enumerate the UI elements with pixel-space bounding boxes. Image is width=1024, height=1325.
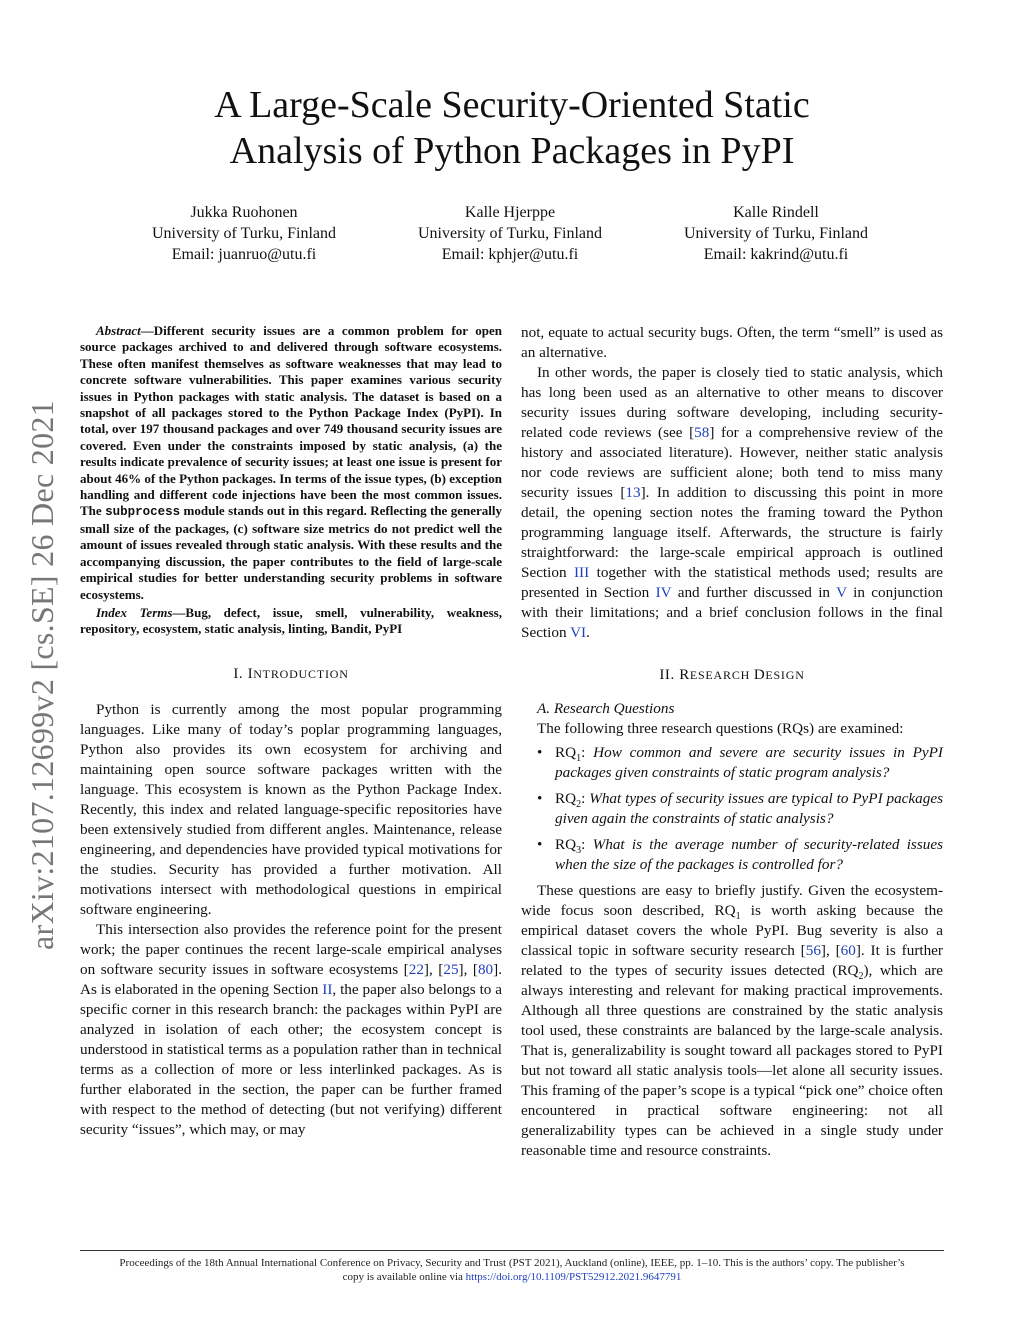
paper-title <box>100 82 924 174</box>
section-number: II. <box>659 667 680 683</box>
author-affiliation: University of Turku, Finland <box>417 225 602 242</box>
section-initial: I <box>247 665 254 682</box>
abstract-text-a: Different security issues are a common problem for open source packages archived to and delivered through software ecosystems. These often manifest themselves as software weaknesses that may lead to concrete software vulnerabilities. This paper examines various security issues in Python packages with static analysis. The dataset is based on a snapshot of all packages stored to the Python Package Index (PyPI). In total, over 197 thousand packages and over 749 thousand security issues are covered. Even under the constraints imposed by static analysis, (a) the results indicate prevalence of security issues; at least one issue is present for about 46% of the Python packages. In terms of the issue types, (b) exception handling and different code injections have been the most common issues. The <box>80 323 502 519</box>
index-terms-dash: — <box>172 604 186 620</box>
footer-note <box>80 1256 944 1284</box>
right-paragraph-0: not, equate to actual security bugs. Often, the term “smell” is used as an alternative. <box>521 324 943 361</box>
section-link-ii[interactable]: II <box>322 980 333 998</box>
section-link-iii[interactable]: III <box>573 564 590 581</box>
abstract-label: Abstract <box>96 323 141 338</box>
citation-13[interactable]: 13 <box>625 484 641 501</box>
rq-text: What is the average number of security-related issues when the size of the packages is controlled for? <box>555 836 943 873</box>
section-heading-introduction <box>80 664 502 684</box>
author-name: Jukka Ruohonen <box>190 204 298 221</box>
list-item <box>555 743 943 783</box>
rq-colon: : <box>581 790 590 807</box>
section-initial: D <box>753 667 766 683</box>
section-rest: ESIGN <box>765 668 805 682</box>
left-column <box>80 323 502 1140</box>
text-run: together with the statistical methods used; results are presented in Section <box>521 564 943 601</box>
rq-text: How common and severe are security issues in PyPI packages given constraints of static program analysis? <box>555 744 943 781</box>
intro-paragraph-1: Python is currently among the most popular programming languages. Like many of today’s poplar programming languages, Python also provides its own ecosystem for archiving and maintaining open source software packages written with the language. This ecosystem is known as the Python Package Index. Recently, this index and related language-specific repositories have been extensively studied from different angles. Maintenance, release engineering, and dependencies have provided typical motivations for the studies. Security has provided a further motivation. All motivations intersect with methodological questions in empirical software engineering. <box>80 700 502 918</box>
rq-text: What types of security issues are typical to PyPI packages given again the constraints of static analysis? <box>555 790 943 827</box>
text-run: These questions are easy to briefly justify. Given the ecosystem-wide focus soon described, RQ <box>521 882 943 919</box>
section-link-v[interactable]: V <box>836 584 847 601</box>
citation-58[interactable]: 58 <box>694 424 710 441</box>
text-run: is worth asking because the empirical dataset covers the whole PyPI. Bug severity is also a classical topic in software security research [ <box>521 902 943 959</box>
text-run: in conjunction with their limitations; and a brief conclusion follows in the final Section <box>521 584 943 641</box>
text-run: , the paper also belongs to a specific corner in this research branch: the packages within PyPI are analyzed in isolation of each other; the ecosystem concept is understood in statistical terms as a population rather than in technical terms as a collection of more or less interlinked packages. As is further elaborated in the section, the paper can be further framed with respect to the method of detecting (but not verifying) different security “issues”, which may, or may <box>80 980 503 1138</box>
footer-line-2 <box>80 1270 944 1284</box>
section-initial: R <box>679 667 690 683</box>
citation-22[interactable]: 22 <box>408 960 424 978</box>
arxiv-identifier: arXiv:2107.12699v2 [cs.SE] 26 Dec 2021 <box>24 400 60 950</box>
abstract-code: subprocess <box>105 505 181 520</box>
abstract-dash: — <box>140 323 154 338</box>
text-run: . <box>586 624 590 641</box>
author-email: Email: kakrind@utu.fi <box>703 246 849 263</box>
rq-colon: : <box>581 836 593 853</box>
research-question-list <box>521 743 943 875</box>
title-line-2: Analysis of Python Packages in PyPI <box>229 130 795 172</box>
author-affiliation: University of Turku, Finland <box>683 225 868 242</box>
rq-label: RQ <box>555 744 577 761</box>
author-email: Email: kphjer@utu.fi <box>441 246 579 263</box>
text-run: and further discussed in <box>671 584 837 601</box>
text-run: In other words, the paper is closely tied to static analysis, which has long been used as an alternative to other means to discover security issues during software developing, including security-related code reviews (see [ <box>521 364 943 441</box>
section-number: I. <box>233 665 248 682</box>
text-run: ], [ <box>820 942 841 959</box>
footer-text: copy is available online via <box>342 1271 466 1283</box>
doi-link[interactable]: https://doi.org/10.1109/PST52912.2021.9647791 <box>465 1271 682 1283</box>
author-affiliation: University of Turku, Finland <box>151 225 336 242</box>
section-link-iv[interactable]: IV <box>655 584 672 601</box>
rq-subscript: 3 <box>576 845 582 857</box>
rq-colon: : <box>581 744 594 761</box>
author-1 <box>114 202 374 265</box>
subsection-heading-research-questions: A. Research Questions <box>537 700 675 717</box>
text-run: ] for a comprehensive review of the history and associated literature). However, neither static analysis nor code reviews are sufficient alone; both tend to miss many security issues [ <box>521 424 943 501</box>
right-column <box>521 323 943 1161</box>
list-item <box>555 835 943 875</box>
rq-intro: The following three research questions (RQs) are examined: <box>537 720 904 737</box>
author-3 <box>646 202 906 265</box>
citation-25[interactable]: 25 <box>443 960 459 978</box>
text-run: ), which are always interesting and relevant for making practical improvements. Although all three questions are constrained by the static analysis tool used, these constraints are balanced by the large-scale analysis. That is, generalizability is sought toward all packages stored to PyPI but not toward all static analysis tools—let alone all security issues. This framing of the paper’s scope is a typical “pick one” choice often encountered in practical software engineering: not all generalizability types can be achieved in a single study under reasonable time and resource constraints. <box>521 962 944 1159</box>
section-rest: NTRODUCTION <box>253 666 349 681</box>
text-run: ], [ <box>423 960 444 978</box>
index-terms <box>80 605 502 638</box>
footer-rule <box>80 1250 944 1251</box>
index-terms-label: Index Terms <box>96 604 173 620</box>
section-rest: ESEARCH <box>689 668 754 682</box>
footer-line-1: Proceedings of the 18th Annual International Conference on Privacy, Security and Trust (PST 2021), Auckland (online), IEEE, pp. 1–10. This is the authors’ copy. The publisher’s <box>119 1257 905 1269</box>
list-item <box>555 789 943 829</box>
author-2 <box>380 202 640 265</box>
right-paragraph-2 <box>521 881 943 1161</box>
index-terms-text: Bug, defect, issue, smell, vulnerability, weakness, repository, ecosystem, static analysis, linting, Bandit, PyPI <box>80 604 502 637</box>
citation-60[interactable]: 60 <box>840 942 856 959</box>
rq-label: RQ <box>555 836 577 853</box>
author-name: Kalle Rindell <box>733 204 819 221</box>
text-run: This intersection also provides the reference point for the present work; the paper continues the recent large-scale empirical analyses on software security issues in software ecosystems [ <box>80 920 502 978</box>
abstract <box>80 323 502 603</box>
text-run: ]. As is elaborated in the opening Section <box>80 960 502 998</box>
section-heading-research-design <box>521 665 943 685</box>
author-email: Email: juanruo@utu.fi <box>171 246 317 263</box>
rq-subscript: 2 <box>576 799 582 811</box>
rq-label: RQ <box>555 790 577 807</box>
section-link-vi[interactable]: VI <box>570 624 587 641</box>
rq-subscript: 1 <box>576 753 582 765</box>
intro-paragraph-2 <box>80 920 502 1140</box>
citation-80[interactable]: 80 <box>477 960 494 978</box>
abstract-text-b: module stands out in this regard. Reflecting the generally small size of the packages, (c) software size metrics do not predict well the amount of issues revealed through static analysis. With these results and the accompanying discussion, the paper contributes to the field of large-scale empirical studies for better understanding security problems in software ecosystems. <box>80 503 503 602</box>
right-paragraph-1 <box>521 363 943 643</box>
text-run: ]. In addition to discussing this point in more detail, the opening section notes the framing toward the Python programming language itself. Afterwards, the structure is fairly straightforward: the large-scale empirical approach is outlined Section <box>521 484 944 581</box>
rq-subscript: 1 <box>735 911 741 923</box>
author-name: Kalle Hjerppe <box>464 204 556 221</box>
citation-56[interactable]: 56 <box>805 942 821 959</box>
title-line-1: A Large-Scale Security-Oriented Static <box>214 84 810 126</box>
text-run: ], [ <box>458 960 478 978</box>
rq-subscript: 2 <box>858 971 864 983</box>
text-run: ]. It is further related to the types of security issues detected (RQ <box>521 942 943 979</box>
